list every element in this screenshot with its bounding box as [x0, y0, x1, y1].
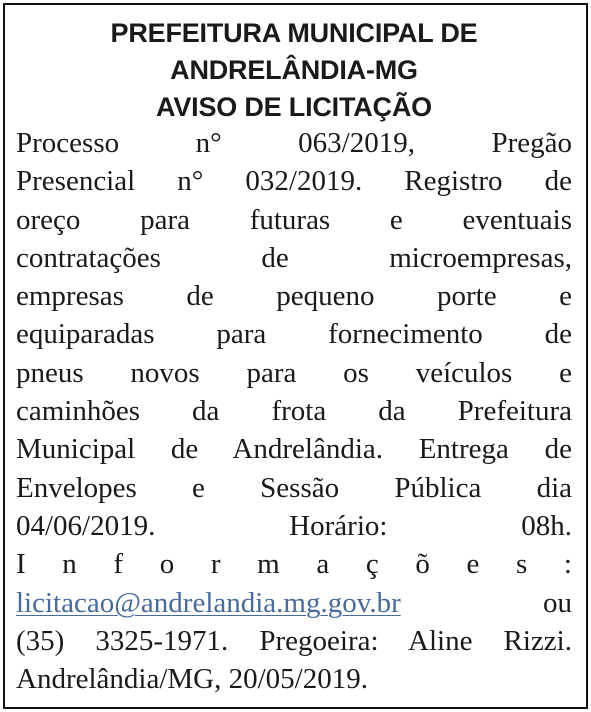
email-line [16, 584, 572, 622]
body-line: Processo n° 063/2019, Pregão [16, 127, 572, 159]
body-line: oreço para futuras e eventuais [16, 203, 572, 236]
phone-line: (35) 3325-1971. Pregoeira: Aline Rizzi. [16, 624, 572, 657]
heading-line-1: PREFEITURA MUNICIPAL DE [110, 18, 478, 48]
body-line: Municipal de Andrelândia. Entrega de [16, 433, 572, 466]
body-line: caminhões da frota da Prefeitura [16, 395, 572, 428]
place-date-line: Andrelândia/MG, 20/05/2019. [16, 663, 368, 696]
heading-line-2: ANDRELÂNDIA-MG [170, 55, 418, 85]
body-line: pneus novos para os veículos e [16, 356, 572, 389]
notice-box [3, 3, 588, 709]
email-suffix: ou [543, 586, 572, 619]
heading-line-3: AVISO DE LICITAÇÃO [156, 92, 432, 122]
body-line: Presencial n° 032/2019. Registro de [16, 165, 572, 198]
notice-heading [16, 15, 572, 126]
body-line: Envelopes e Sessão Pública dia [16, 471, 572, 504]
body-line: 04/06/2019. Horário: 08h. [16, 509, 572, 542]
notice-body [16, 124, 572, 698]
body-line: I n f o r m a ç õ e s : [16, 548, 572, 581]
body-line: equiparadas para fornecimento de [16, 318, 572, 351]
email-link[interactable]: licitacao@andrelandia.mg.gov.br [16, 586, 401, 619]
body-line: empresas de pequeno porte e [16, 280, 572, 313]
body-line: contratações de microempresas, [16, 241, 572, 274]
